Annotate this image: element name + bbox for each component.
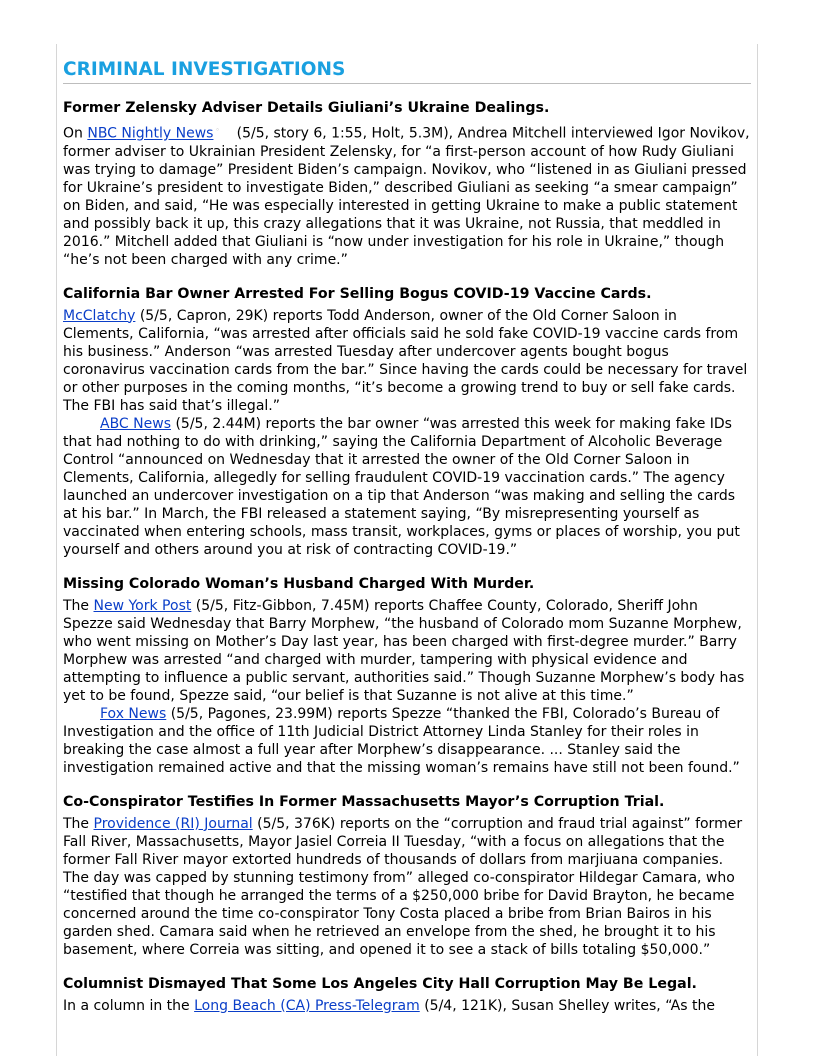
story-paragraph xyxy=(63,705,751,777)
story-body: (5/5, Pagones, 23.99M) reports Spezze “thanked the FBI, Colorado’s Bureau of Investigation and the office of 11th Judicial District Attorney Linda Stanley for their roles in breaking the case almost a full year after Morphew’s disappearance. ... Stanley said the investigation remained active and that the missing woman’s remains have still not been found.” xyxy=(63,705,740,776)
story-body: (5/5, 376K) reports on the “corruption and fraud trial against” former Fall River, Massachusetts, Mayor Jasiel Correia II Tuesday, “with a focus on allegations that the former Fall River mayor extorted hundreds of thousands of dollars from marjiuana companies. The day was capped by stunning testimony from” alleged co-conspirator Hildegar Camara, who “testified that though he arranged the terms of a $250,000 bribe for David Brayton, he became concerned around the time co-conspirator Tony Costa placed a bribe from Brian Bairos in his garden shed. Camara said when he retrieved an envelope from the shed, he brought it to his basement, where Correia was sitting, and opened it to see a stack of bills totaling $50,000.” xyxy=(63,815,743,958)
story xyxy=(63,975,751,1015)
story-headline: California Bar Owner Arrested For Selling Bogus COVID-19 Vaccine Cards. xyxy=(63,285,652,302)
story xyxy=(63,99,751,269)
section-title: CRIMINAL INVESTIGATIONS xyxy=(63,58,751,84)
page-frame-right-border xyxy=(757,44,758,1056)
newsletter-content xyxy=(63,58,751,1031)
story-body: (5/5, Fitz-Gibbon, 7.45M) reports Chaffee County, Colorado, Sheriff John Spezze said Wednesday that Barry Morphew, “the husband of Colorado mom Suzanne Morphew, who went missing on Mother’s Day last year, has been charged with first-degree murder.” Barry Morphew was arrested “and charged with murder, tampering with physical evidence and attempting to influence a public servant, authorities said.” Though Suzanne Morphew’s body has yet to be found, Spezze said, “our belief is that Suzanne is not alive at this time.” xyxy=(63,597,745,704)
source-link[interactable]: McClatchy xyxy=(63,307,136,324)
story xyxy=(63,575,751,777)
story-paragraph xyxy=(63,121,751,269)
link-marker-icon: ◦ xyxy=(215,126,220,134)
story-body: (5/5, story 6, 1:55, Holt, 5.3M), Andrea Mitchell interviewed Igor Novikov, former adviser to Ukrainian President Zelensky, for “a first-person account of how Rudy Giuliani was trying to damage” President Biden’s campaign. Novikov, who “listened in as Giuliani pressed for Ukraine’s president to investigate Biden,” described Giuliani as seeking “a smear campaign” on Biden, and said, “He was especially interested in getting Ukraine to make a public statement and possibly back it up, this crazy allegations that it was Ukraine, not Russia, that meddled in 2016.” Mitchell added that Giuliani is “now under investigation for his role in Ukraine,” though “he’s not been charged with any crime.” xyxy=(63,125,750,268)
story-paragraph xyxy=(63,307,751,415)
source-link[interactable]: ABC News xyxy=(100,415,171,432)
source-link[interactable]: Providence (RI) Journal xyxy=(93,815,253,832)
story-headline: Missing Colorado Woman’s Husband Charged With Murder. xyxy=(63,575,535,592)
story xyxy=(63,793,751,959)
story-body: (5/5, Capron, 29K) reports Todd Anderson, owner of the Old Corner Saloon in Clements, California, “was arrested after officials said he sold fake COVID-19 vaccine cards from his business.” Anderson “was arrested Tuesday after undercover agents bought bogus coronavirus vaccination cards from the bar.” Since having the cards could be necessary for travel or other purposes in the coming months, “it’s become a growing trend to buy or sell fake cards. The FBI has said that’s illegal.” xyxy=(63,307,748,414)
story-paragraph xyxy=(63,997,751,1015)
story-paragraph xyxy=(63,415,751,559)
story-paragraph xyxy=(63,597,751,705)
story-headline: Co-Conspirator Testifies In Former Massachusetts Mayor’s Corruption Trial. xyxy=(63,793,665,810)
source-link[interactable]: Long Beach (CA) Press-Telegram xyxy=(194,997,420,1014)
lead-text: The xyxy=(63,815,94,832)
source-link[interactable]: Fox News xyxy=(100,705,167,722)
story xyxy=(63,285,751,559)
story-body: (5/5, 2.44M) reports the bar owner “was arrested this week for making fake IDs that had nothing to do with drinking,” saying the California Department of Alcoholic Beverage Control “announced on Wednesday that it arrested the owner of the Old Corner Saloon in Clements, California, allegedly for selling fraudulent COVID-19 vaccination cards.” The agency launched an undercover investigation on a tip that Anderson “was making and selling the cards at his bar.” In March, the FBI released a statement saying, “By misrepresenting yourself as vaccinated when entering schools, mass transit, workplaces, gyms or places of worship, you put yourself and others around you at risk of contracting COVID-19.” xyxy=(63,415,740,558)
story-headline: Columnist Dismayed That Some Los Angeles City Hall Corruption May Be Legal. xyxy=(63,975,697,992)
lead-text: The xyxy=(63,597,94,614)
story-headline: Former Zelensky Adviser Details Giuliani’s Ukraine Dealings. xyxy=(63,100,550,116)
story-paragraph xyxy=(63,815,751,959)
page-frame-left-border xyxy=(56,44,57,1056)
lead-text: On xyxy=(63,125,88,142)
source-link[interactable]: NBC Nightly News xyxy=(87,125,214,142)
lead-text: In a column in the xyxy=(63,997,195,1014)
story-body: (5/4, 121K), Susan Shelley writes, “As the xyxy=(419,997,715,1014)
source-link[interactable]: New York Post xyxy=(93,597,192,614)
